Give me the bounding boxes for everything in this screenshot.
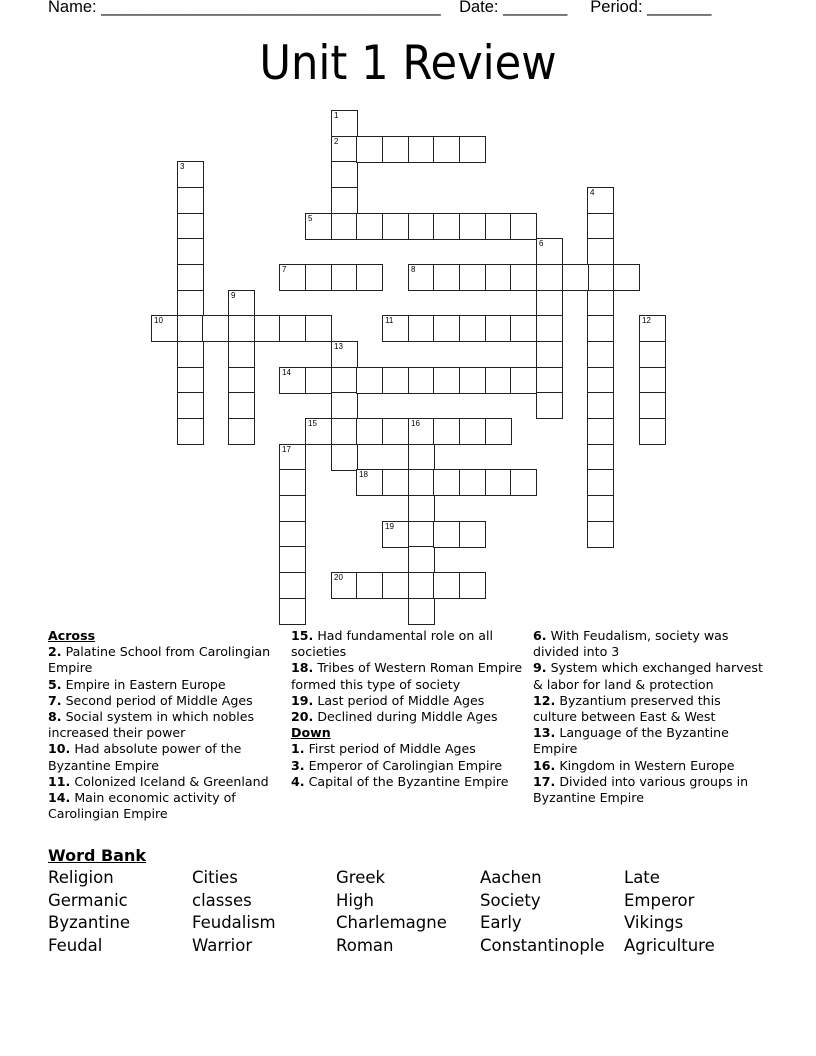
crossword-cell[interactable] <box>279 495 306 522</box>
crossword-cell[interactable] <box>536 238 563 265</box>
clue-text: Tribes of Western Roman Empire formed this type of society <box>291 660 523 692</box>
clue-number: 20 <box>334 573 343 582</box>
crossword-cell[interactable] <box>331 136 358 163</box>
clue-text: Capital of the Byzantine Empire <box>304 773 509 789</box>
crossword-cell[interactable] <box>510 367 537 394</box>
clue-number: 3. <box>291 757 305 773</box>
crossword-cell[interactable] <box>177 161 204 188</box>
crossword-cell[interactable] <box>356 367 383 394</box>
period-label: Period: <box>590 0 643 16</box>
crossword-cell[interactable] <box>331 161 358 188</box>
clue-number: 15. <box>291 628 314 643</box>
crossword-cell[interactable] <box>459 469 486 496</box>
clue-text: Colonized Iceland & Greenland <box>70 773 269 789</box>
crossword-cell[interactable] <box>305 315 332 342</box>
crossword-cell[interactable] <box>408 444 435 471</box>
word-bank-item: Feudalism <box>192 913 276 933</box>
clue-item <box>533 774 768 806</box>
clue-number: 2 <box>334 137 339 146</box>
word-bank-item: Germanic <box>48 890 128 910</box>
crossword-cell[interactable] <box>433 136 460 163</box>
name-label: Name: <box>48 0 97 16</box>
crossword-cell[interactable] <box>510 469 537 496</box>
word-bank-item: Early <box>480 913 522 933</box>
crossword-cell[interactable] <box>408 315 435 342</box>
clue-number: 12. <box>533 692 556 708</box>
crossword-cell[interactable] <box>639 418 666 445</box>
clue-item <box>48 741 280 773</box>
crossword-cell[interactable] <box>433 315 460 342</box>
clue-number: 4. <box>291 773 305 789</box>
clue-number: 13 <box>334 342 343 351</box>
clue-number: 6 <box>539 239 544 248</box>
clue-number: 5. <box>48 676 62 692</box>
crossword-cell[interactable] <box>356 136 383 163</box>
crossword-cell[interactable] <box>587 213 614 240</box>
clue-item <box>291 660 531 692</box>
crossword-cell[interactable] <box>331 444 358 471</box>
crossword-cell[interactable] <box>587 264 614 291</box>
word-bank-item: Cities <box>192 868 238 887</box>
clue-item <box>291 709 531 725</box>
crossword-cell[interactable] <box>331 264 358 291</box>
crossword-cell[interactable] <box>408 469 435 496</box>
crossword-cell[interactable] <box>587 238 614 265</box>
clue-number: 5 <box>308 214 313 223</box>
crossword-cell[interactable] <box>305 367 332 394</box>
crossword-cell[interactable] <box>279 315 306 342</box>
clue-number: 8. <box>48 709 62 725</box>
crossword-cell[interactable] <box>331 392 358 419</box>
clue-number: 20. <box>291 709 314 725</box>
clue-item <box>48 644 280 676</box>
crossword-cell[interactable] <box>639 341 666 368</box>
crossword-cell[interactable] <box>382 521 409 548</box>
crossword-cell[interactable] <box>331 213 358 240</box>
crossword-cell[interactable] <box>279 444 306 471</box>
crossword-cell[interactable] <box>433 521 460 548</box>
crossword-cell[interactable] <box>459 213 486 240</box>
crossword-cell[interactable] <box>408 572 435 599</box>
crossword-cell[interactable] <box>408 521 435 548</box>
word-bank-item: Aachen <box>480 868 542 887</box>
crossword-cell[interactable] <box>331 572 358 599</box>
crossword-cell[interactable] <box>536 392 563 419</box>
clue-number: 19. <box>291 692 314 708</box>
crossword-cell[interactable] <box>177 238 204 265</box>
crossword-cell[interactable] <box>639 392 666 419</box>
clue-number: 18 <box>359 470 368 479</box>
crossword-cell[interactable] <box>305 418 332 445</box>
clue-number: 1 <box>334 111 339 120</box>
crossword-cell[interactable] <box>356 264 383 291</box>
clue-number: 14 <box>282 368 291 377</box>
clue-number: 7 <box>282 265 287 274</box>
clue-number: 9. <box>533 660 547 676</box>
crossword-cell[interactable] <box>587 187 614 214</box>
down-heading: Down <box>291 725 331 741</box>
crossword-cell[interactable] <box>408 495 435 522</box>
crossword-cell[interactable] <box>433 264 460 291</box>
clue-number: 19 <box>385 522 394 531</box>
crossword-cell[interactable] <box>433 367 460 394</box>
crossword-cell[interactable] <box>228 315 255 342</box>
crossword-cell[interactable] <box>536 290 563 317</box>
across-heading: Across <box>48 628 96 643</box>
crossword-cell[interactable] <box>177 341 204 368</box>
clue-text: Declined during Middle Ages <box>313 709 498 725</box>
word-bank-item: Agriculture <box>624 936 715 956</box>
clue-item <box>291 774 531 790</box>
crossword-cell[interactable] <box>536 264 563 291</box>
crossword-cell[interactable] <box>279 264 306 291</box>
crossword-cell[interactable] <box>587 418 614 445</box>
crossword-cell[interactable] <box>639 367 666 394</box>
crossword-cell[interactable] <box>331 341 358 368</box>
word-bank-item: Feudal <box>48 936 103 956</box>
word-bank-item: Late <box>624 868 660 887</box>
crossword-cell[interactable] <box>177 367 204 394</box>
clue-text: Social system in which nobles increased their power <box>48 709 255 741</box>
crossword-cell[interactable] <box>408 136 435 163</box>
clue-text: Kingdom in Western Europe <box>555 757 735 773</box>
crossword-cell[interactable] <box>587 290 614 317</box>
word-bank-item: Charlemagne <box>336 913 447 933</box>
clues-column-2 <box>291 628 531 790</box>
word-bank-item: Greek <box>336 868 386 887</box>
crossword-cell[interactable] <box>382 572 409 599</box>
crossword-cell[interactable] <box>382 213 409 240</box>
clue-number: 4 <box>590 188 595 197</box>
word-bank-item: classes <box>192 890 252 910</box>
crossword-cell[interactable] <box>331 367 358 394</box>
crossword-cell[interactable] <box>408 264 435 291</box>
clue-item <box>533 628 768 660</box>
crossword-cell[interactable] <box>279 469 306 496</box>
crossword-cell[interactable] <box>485 418 512 445</box>
word-bank-item: Society <box>480 890 541 910</box>
crossword-cell[interactable] <box>177 315 204 342</box>
crossword-cell[interactable] <box>408 546 435 573</box>
crossword-cell[interactable] <box>228 392 255 419</box>
crossword-cell[interactable] <box>485 213 512 240</box>
crossword-cell[interactable] <box>459 521 486 548</box>
clue-item <box>533 725 768 757</box>
crossword-cell[interactable] <box>485 264 512 291</box>
word-bank-item: Religion <box>48 868 114 887</box>
crossword-cell[interactable] <box>485 367 512 394</box>
clue-item <box>291 628 531 660</box>
crossword-cell[interactable] <box>433 213 460 240</box>
crossword-cell[interactable] <box>228 290 255 317</box>
word-bank-item: Byzantine <box>48 913 130 933</box>
page-title: Unit 1 Review <box>259 36 557 91</box>
crossword-cell[interactable] <box>433 418 460 445</box>
word-bank-item: Roman <box>336 936 394 956</box>
date-label: Date: <box>459 0 499 16</box>
crossword-cell[interactable] <box>382 136 409 163</box>
date-field[interactable]: _______ <box>503 0 568 16</box>
crossword-cell[interactable] <box>510 213 537 240</box>
crossword-cell[interactable] <box>459 136 486 163</box>
crossword-cell[interactable] <box>356 469 383 496</box>
clue-text: First period of Middle Ages <box>304 741 476 757</box>
crossword-cell[interactable] <box>408 598 435 625</box>
crossword-cell[interactable] <box>356 572 383 599</box>
name-field[interactable]: _____________________________________ <box>101 0 441 16</box>
crossword-cell[interactable] <box>587 495 614 522</box>
crossword-cell[interactable] <box>279 546 306 573</box>
crossword-cell[interactable] <box>331 187 358 214</box>
crossword-cell[interactable] <box>587 315 614 342</box>
clues-column-3 <box>533 628 768 806</box>
period-field[interactable]: _______ <box>647 0 712 16</box>
clue-number: 10 <box>154 316 163 325</box>
crossword-cell[interactable] <box>459 418 486 445</box>
crossword-cell[interactable] <box>613 264 640 291</box>
crossword-cell[interactable] <box>279 572 306 599</box>
clue-text: Had absolute power of the Byzantine Empire <box>48 741 242 773</box>
clue-number: 9 <box>231 291 236 300</box>
crossword-cell[interactable] <box>382 418 409 445</box>
crossword-cell[interactable] <box>433 572 460 599</box>
crossword-cell[interactable] <box>177 290 204 317</box>
clue-number: 16. <box>533 757 556 773</box>
crossword-cell[interactable] <box>510 264 537 291</box>
crossword-cell[interactable] <box>587 521 614 548</box>
word-bank-item: Emperor <box>624 890 695 910</box>
clue-item <box>48 709 280 741</box>
word-bank-item: High <box>336 890 374 910</box>
clue-number: 8 <box>411 265 416 274</box>
crossword-cell[interactable] <box>228 341 255 368</box>
crossword-cell[interactable] <box>279 598 306 625</box>
clue-number: 2. <box>48 644 62 660</box>
crossword-cell[interactable] <box>279 521 306 548</box>
crossword-cell[interactable] <box>177 264 204 291</box>
clue-number: 7. <box>48 692 62 708</box>
clue-text: Main economic activity of Carolingian Empire <box>48 790 236 822</box>
clue-number: 6. <box>533 628 547 643</box>
crossword-cell[interactable] <box>279 367 306 394</box>
clue-number: 15 <box>308 419 317 428</box>
crossword-cell[interactable] <box>408 418 435 445</box>
crossword-cell[interactable] <box>331 110 358 137</box>
crossword-cell[interactable] <box>459 572 486 599</box>
word-bank <box>48 845 768 958</box>
word-bank-title: Word Bank <box>48 846 147 865</box>
crossword-cell[interactable] <box>562 264 589 291</box>
crossword-cell[interactable] <box>382 315 409 342</box>
clue-text: Emperor of Carolingian Empire <box>304 757 503 773</box>
crossword-cell[interactable] <box>639 315 666 342</box>
crossword-cell[interactable] <box>485 469 512 496</box>
crossword-cell[interactable] <box>202 315 229 342</box>
crossword-cell[interactable] <box>587 367 614 394</box>
clue-text: Language of the Byzantine Empire <box>533 725 729 757</box>
clue-item <box>291 758 531 774</box>
word-bank-list <box>48 867 768 958</box>
crossword-cell[interactable] <box>228 418 255 445</box>
crossword-cell[interactable] <box>587 469 614 496</box>
crossword-cell[interactable] <box>459 367 486 394</box>
word-bank-item: Warrior <box>192 936 253 956</box>
crossword-cell[interactable] <box>536 367 563 394</box>
clue-number: 11 <box>385 316 394 325</box>
clue-number: 17. <box>533 773 556 789</box>
crossword-cell[interactable] <box>485 315 512 342</box>
crossword-cell[interactable] <box>305 213 332 240</box>
crossword-cell[interactable] <box>177 418 204 445</box>
clues-column-1 <box>48 628 280 822</box>
clue-text: Palatine School from Carolingian Empire <box>48 644 271 676</box>
crossword-cell[interactable] <box>433 469 460 496</box>
clue-item <box>533 758 768 774</box>
clue-number: 13. <box>533 725 556 741</box>
clue-number: 1. <box>291 741 305 757</box>
clue-number: 18. <box>291 660 314 676</box>
clue-text: Divided into various groups in Byzantine Empire <box>533 773 749 806</box>
clue-text: Empire in Eastern Europe <box>61 676 226 692</box>
word-bank-item: Vikings <box>624 913 684 933</box>
crossword-cell[interactable] <box>536 315 563 342</box>
crossword-cell[interactable] <box>382 367 409 394</box>
clue-text: Had fundamental role on all societies <box>291 628 494 660</box>
clue-text: Last period of Middle Ages <box>313 692 485 708</box>
clue-number: 16 <box>411 419 420 428</box>
clue-text: Second period of Middle Ages <box>61 692 253 708</box>
crossword-cell[interactable] <box>408 367 435 394</box>
clue-number: 17 <box>282 445 291 454</box>
clue-text: System which exchanged harvest & labor for land & protection <box>533 660 763 692</box>
clue-text: With Feudalism, society was divided into 3 <box>533 628 729 660</box>
crossword-cell[interactable] <box>587 392 614 419</box>
crossword-cell[interactable] <box>356 418 383 445</box>
crossword-cell[interactable] <box>536 341 563 368</box>
clue-item <box>48 790 280 822</box>
clue-text: Byzantium preserved this culture between East & West <box>533 692 721 725</box>
clue-item <box>533 660 768 692</box>
crossword-cell[interactable] <box>331 418 358 445</box>
clue-item <box>533 693 768 725</box>
crossword-cell[interactable] <box>587 341 614 368</box>
clue-item <box>48 774 280 790</box>
clue-number: 11. <box>48 773 71 789</box>
crossword-cell[interactable] <box>459 264 486 291</box>
crossword-cell[interactable] <box>177 213 204 240</box>
crossword-cell[interactable] <box>228 367 255 394</box>
crossword-cell[interactable] <box>151 315 178 342</box>
clue-number: 10. <box>48 741 71 757</box>
crossword-cell[interactable] <box>177 392 204 419</box>
clue-item <box>291 741 531 757</box>
clue-item <box>48 677 280 693</box>
crossword-cell[interactable] <box>305 264 332 291</box>
clue-number: 14. <box>48 790 71 806</box>
crossword-cell[interactable] <box>510 315 537 342</box>
crossword-cell[interactable] <box>459 315 486 342</box>
clue-item <box>48 693 280 709</box>
crossword-cell[interactable] <box>254 315 281 342</box>
crossword-cell[interactable] <box>587 444 614 471</box>
clue-number: 12 <box>642 316 651 325</box>
crossword-cell[interactable] <box>382 469 409 496</box>
clue-number: 3 <box>180 162 185 171</box>
crossword-cell[interactable] <box>177 187 204 214</box>
word-bank-item: Constantinople <box>480 936 605 956</box>
clue-item <box>291 693 531 709</box>
crossword-cell[interactable] <box>408 213 435 240</box>
crossword-cell[interactable] <box>356 213 383 240</box>
